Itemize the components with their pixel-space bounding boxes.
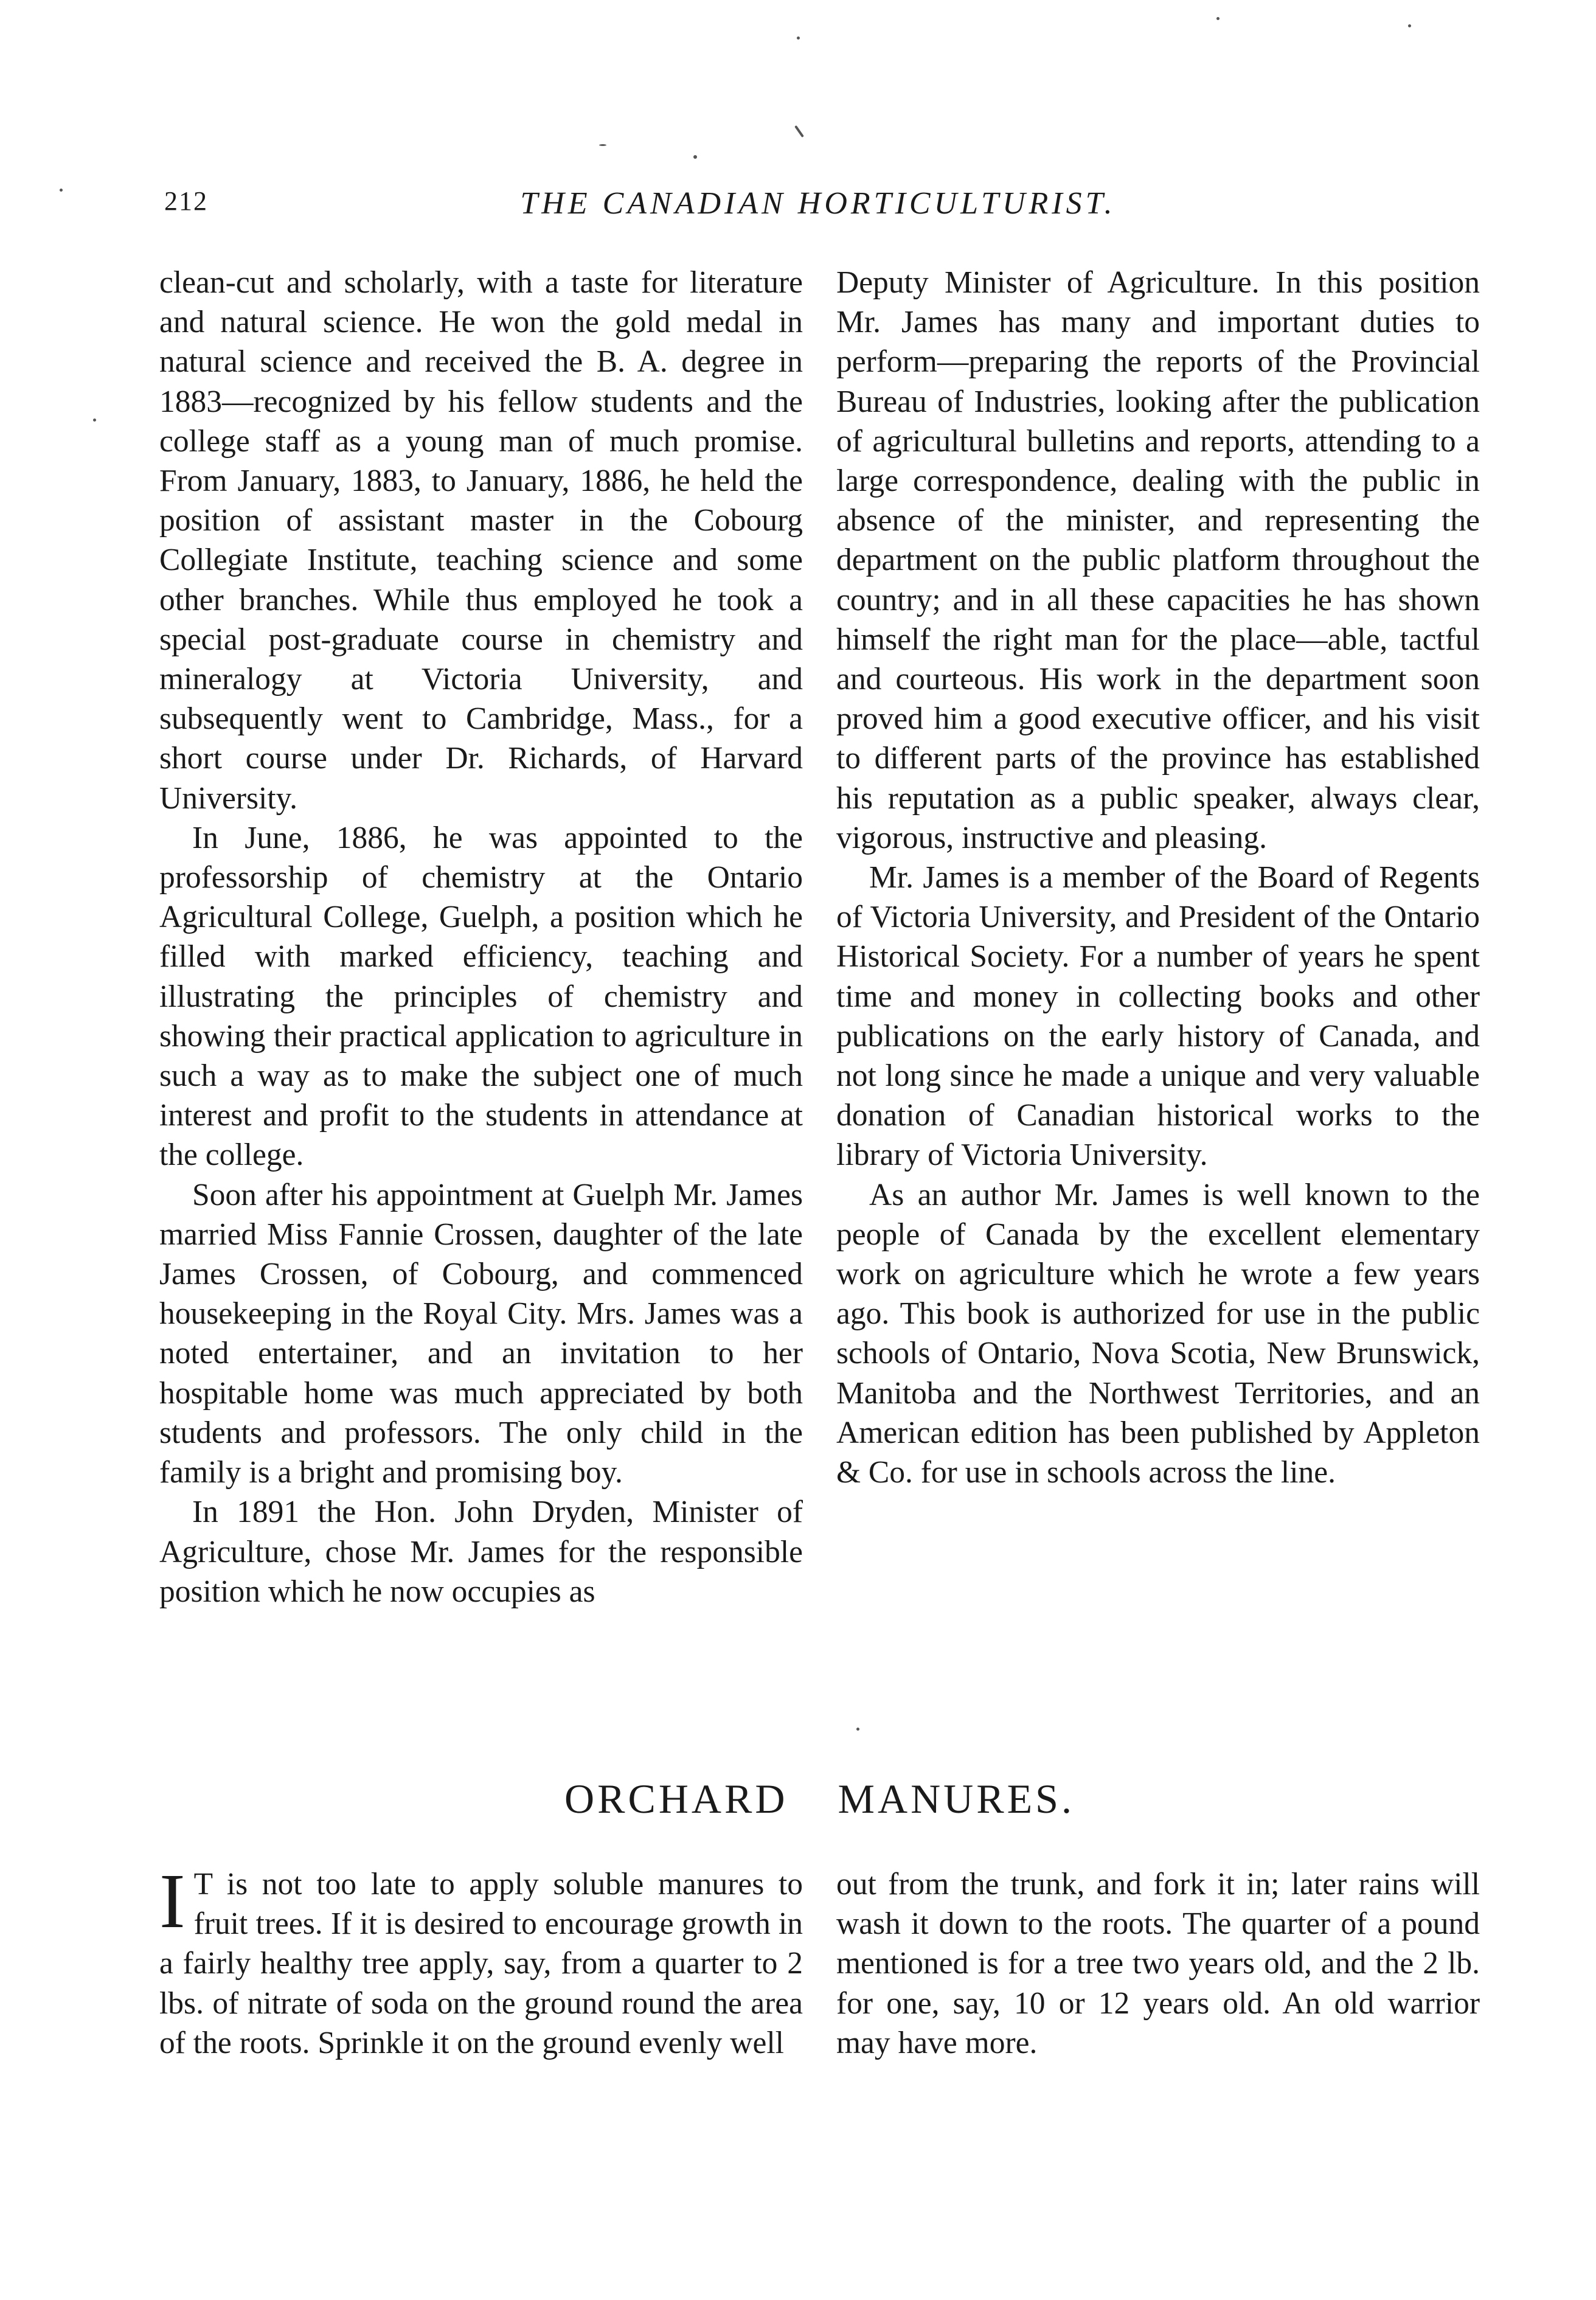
speck-mark (93, 419, 96, 422)
speck-mark (693, 155, 697, 159)
paragraph: As an author Mr. James is well known to the people of Canada by the excellent elementary work on agriculture which he wrote a few years ago. This book is authorized for use in the public schools of Ontario, Nova Scotia, New Brunswick, Manitoba and the Northwest Territories, and an American edition has been published by Appleton & Co. for use in schools across the line. (836, 1177, 1480, 1490)
paragraph: clean-cut and scholarly, with a taste for literature and natural science. He won the gold medal in natural science and received the B. A. degree in 1883—recognized by his fellow students and the college staff as a young man of much promise. From January, 1883, to January, 1886, he held the position of assistant master in the Cobourg Collegiate Institute, teaching science and some other branches. While thus employed he took a special post-graduate course in chemistry and mineralogy at Victoria University, and subsequently went to Cambridge, Mass., for a short course under Dr. Richards, of Harvard University. (159, 265, 803, 816)
speck-mark (1216, 17, 1220, 20)
page-header (164, 186, 1472, 234)
orchard-left-column (159, 1858, 803, 2063)
speck-mark (599, 144, 606, 146)
paragraph: Soon after his appointment at Guelph Mr. James married Miss Fannie Crossen, daughter of the late James Crossen, of Cobourg, and commenced housekeeping in the Royal City. Mrs. James was a noted entertainer, and an invitation to her hospitable home was much appreciated by both students and professors. The only child in the family is a bright and promising boy. (159, 1177, 803, 1490)
drop-cap: I (159, 1858, 186, 1944)
running-title: THE CANADIAN HORTICULTURIST. (520, 186, 1116, 221)
paragraph: In 1891 the Hon. John Dryden, Minister of Agriculture, chose Mr. James for the responsible position which he now occupies as (159, 1495, 803, 1609)
orchard-right-column (836, 1864, 1480, 2063)
speck-mark (794, 125, 804, 137)
paragraph: out from the trunk, and fork it in; later rains will wash it down to the roots. The quarter of a pound mentioned is for a tree two years old, and the 2 lb. for one, say, 10 or 12 years old. An old warrior may have more. (836, 1867, 1480, 2060)
paragraph (159, 1858, 803, 2063)
speck-mark (856, 1728, 859, 1731)
speck-mark (797, 36, 800, 40)
speck-mark (1408, 24, 1411, 27)
article-left-column (159, 263, 803, 1611)
article-right-column (836, 263, 1480, 1492)
paragraph: In June, 1886, he was appointed to the professorship of chemistry at the Ontario Agricultural College, Guelph, a position which he filled with marked efficiency, teaching and illustrating the principles of chemistry and showing their practical application to agriculture in such a way as to make the subject one of much interest and profit to the students in attendance at the college. (159, 820, 803, 1173)
section-title: ORCHARD MANURES. (564, 1776, 1075, 1822)
paragraph-text: T is not too late to apply soluble manures to fruit trees. If it is desired to encourage growth in a fairly healthy tree apply, say, from a quarter to 2 lbs. of nitrate of soda on the ground round the area of the roots. Sprinkle it on the ground evenly well (159, 1867, 803, 2060)
paragraph: Deputy Minister of Agriculture. In this position Mr. James has many and important duties to perform—preparing the reports of the Provincial Bureau of Industries, looking after the publication of agricultural bulletins and reports, attending to a large correspondence, dealing with the public in absence of the minister, and representing the department on the public platform throughout the country; and in all these capacities he has shown himself the right man for the place—able, tactful and courteous. His work in the department soon proved him a good executive officer, and his visit to different parts of the province has established his reputation as a public speaker, always clear, vigorous, instructive and pleasing. (836, 265, 1480, 855)
page-number: 212 (164, 186, 208, 216)
paragraph: Mr. James is a member of the Board of Regents of Victoria University, and President of the Ontario Historical Society. For a number of years he spent time and money in collecting books and other publications on the early history of Canada, and not long since he made a unique and very valuable donation of Canadian historical works to the library of Victoria University. (836, 860, 1480, 1173)
speck-mark (60, 189, 63, 192)
